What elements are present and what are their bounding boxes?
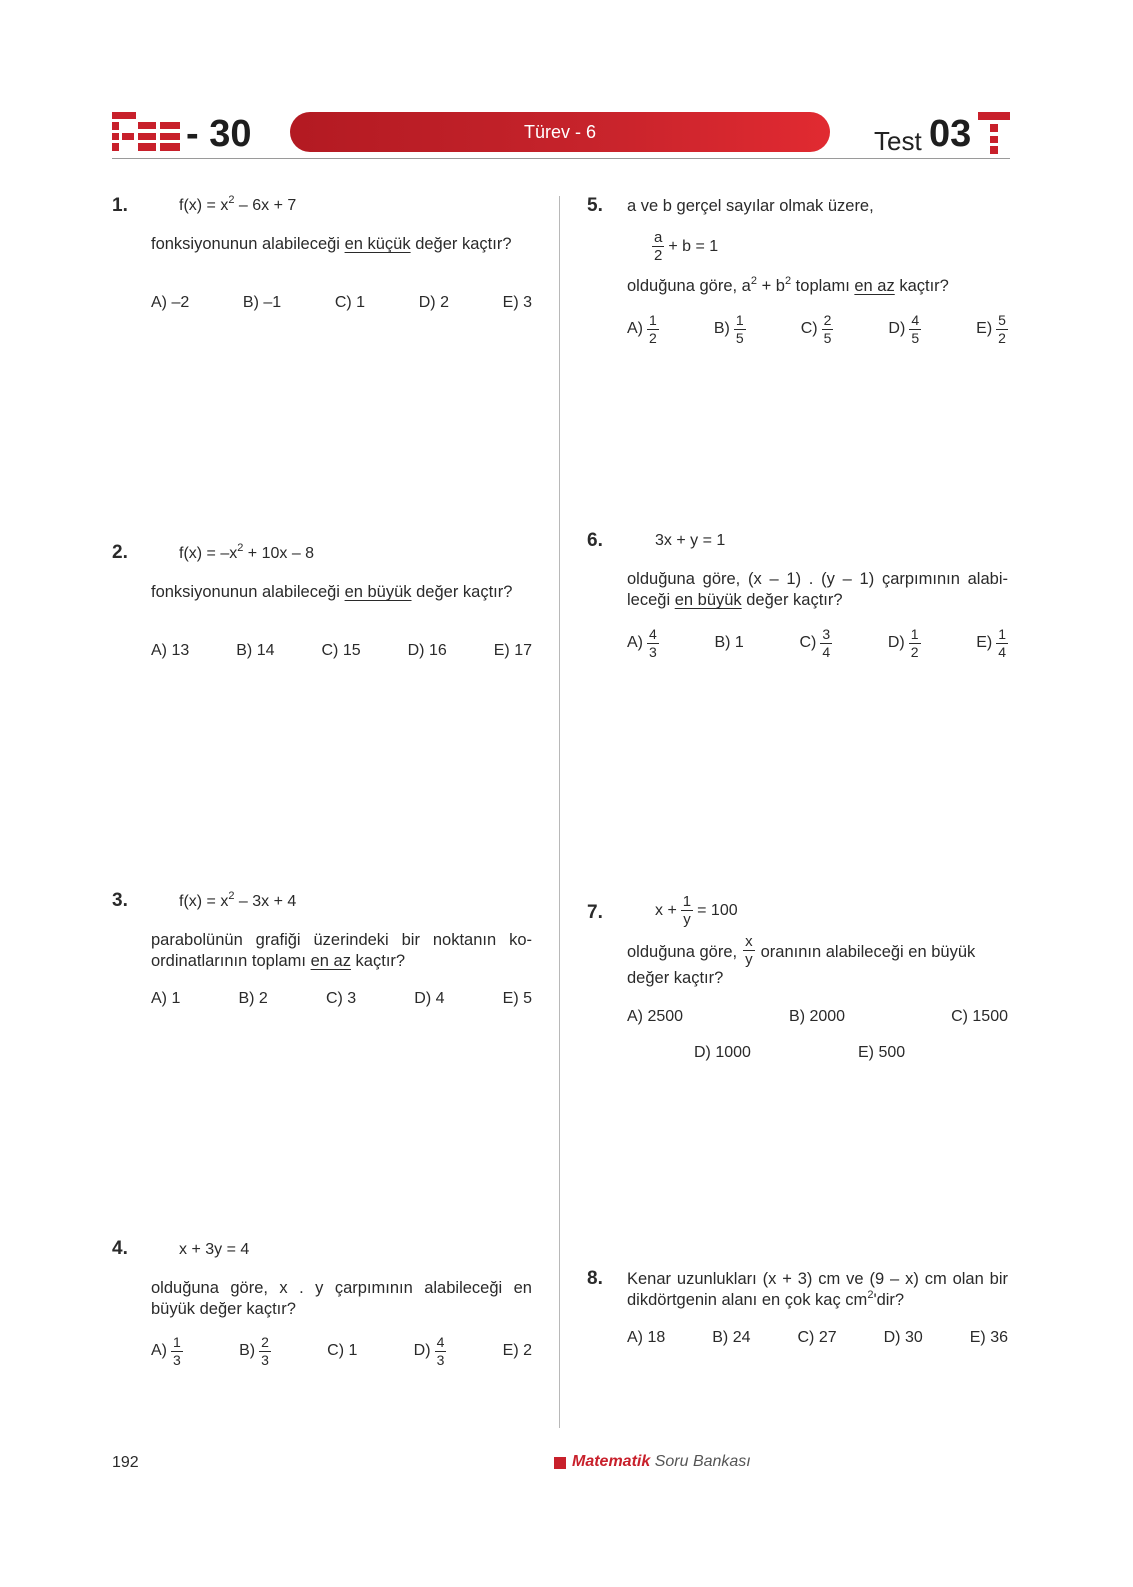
- question-1-option-a[interactable]: A) –2: [151, 294, 190, 311]
- test-logo-icon: [978, 112, 1010, 154]
- question-7-option-a[interactable]: A) 2500: [627, 1008, 684, 1025]
- question-3-number: 3.: [112, 890, 128, 911]
- question-2-option-c[interactable]: C) 15: [321, 642, 361, 659]
- question-5-option-b[interactable]: B) $\frac{1}{5}$: [713, 311, 744, 346]
- question-2-formula: $f(x) = -x^2 + 10x - 8$: [179, 542, 315, 562]
- question-7-option-b[interactable]: B) 2000: [789, 1008, 846, 1025]
- faz-logo: [112, 112, 182, 152]
- question-5-formula: $\frac{a}{2}$ + b = 1: [654, 229, 719, 264]
- question-3-statement: parabolünün grafiği üzerindeki bir noktanın koordinatlarının toplamı en az kaçtır?: [151, 931, 532, 970]
- header-divider: [112, 158, 1010, 159]
- question-8-options: [627, 1327, 1008, 1349]
- footer-book-title: Matematik Soru Bankası: [572, 1453, 751, 1470]
- question-5-option-a[interactable]: A) $\frac{1}{2}$: [627, 311, 657, 346]
- question-5-option-d[interactable]: D) $\frac{4}{5}$: [888, 311, 920, 346]
- question-3-option-c[interactable]: C) 3: [325, 990, 357, 1007]
- question-2-keyword: en büyük: [344, 583, 412, 601]
- question-7-option-c[interactable]: C) 1500: [951, 1008, 1008, 1025]
- question-8-option-b[interactable]: B) 24: [712, 1329, 751, 1346]
- question-6-statement: olduğuna göre, (x – 1) . (y – 1) çarpımının alabileceği en büyük değer kaçtır?: [627, 570, 1008, 609]
- question-2-option-a[interactable]: A) 13: [151, 642, 190, 659]
- question-4-option-e[interactable]: E) 2: [502, 1342, 532, 1359]
- question-5-number: 5.: [587, 195, 603, 216]
- page-number: 192: [112, 1454, 139, 1471]
- question-3-option-e[interactable]: E) 5: [502, 990, 532, 1007]
- question-4-option-b[interactable]: B) $\frac{2}{3}$: [239, 1333, 269, 1368]
- question-6-option-b[interactable]: B) 1: [714, 634, 744, 651]
- question-5-options: [627, 308, 1008, 350]
- question-4-options: [151, 1330, 532, 1372]
- question-5-intro: a ve b gerçel sayılar olmak üzere,: [627, 197, 874, 215]
- question-7-number: 7.: [587, 902, 603, 923]
- question-2-statement: fonksiyonunun alabileceği en büyük değer kaçtır?: [151, 583, 513, 601]
- question-1-option-b[interactable]: B) –1: [242, 294, 282, 311]
- question-4-option-d[interactable]: D) $\frac{4}{3}$: [413, 1333, 445, 1368]
- question-4-number: 4.: [112, 1238, 128, 1259]
- question-5-option-c[interactable]: C) $\frac{2}{5}$: [800, 311, 832, 346]
- question-5-option-e[interactable]: E) $\frac{5}{2}$: [976, 311, 1006, 346]
- question-8-option-a[interactable]: A) 18: [627, 1329, 666, 1346]
- question-6-option-e[interactable]: E) $\frac{1}{4}$: [976, 625, 1006, 660]
- question-6-option-c[interactable]: C) $\frac{3}{4}$: [799, 625, 831, 660]
- question-6-number: 6.: [587, 530, 603, 551]
- question-5-keyword: en az: [854, 277, 895, 295]
- question-1-number: 1.: [112, 195, 128, 216]
- question-2-option-b[interactable]: B) 14: [236, 642, 275, 659]
- question-1-option-c[interactable]: C) 1: [334, 294, 366, 311]
- question-8-number: 8.: [587, 1268, 603, 1289]
- question-2-option-d[interactable]: D) 16: [407, 642, 447, 659]
- question-6-option-a[interactable]: A) $\frac{4}{3}$: [627, 625, 657, 660]
- question-4-option-c[interactable]: C) 1: [327, 1342, 358, 1359]
- question-2-number: 2.: [112, 542, 128, 563]
- footer-square-icon: [554, 1457, 566, 1469]
- question-1-option-d[interactable]: D) 2: [418, 294, 449, 311]
- question-7-options-row-1: [627, 1006, 1008, 1028]
- question-2-option-e[interactable]: E) 17: [493, 642, 532, 659]
- question-6-option-d[interactable]: D) $\frac{1}{2}$: [887, 625, 919, 660]
- question-1-formula: $f(x) = x^2 - 6x + 7$: [179, 194, 297, 214]
- question-1-options: [151, 292, 532, 314]
- question-8-option-c[interactable]: C) 27: [797, 1329, 837, 1346]
- question-5-statement: olduğuna göre, $a^2 + b^2$ toplamı en az kaçtır?: [627, 275, 949, 295]
- question-6-formula: 3x + y = 1: [655, 532, 726, 549]
- topic-banner: Türev - 6: [290, 112, 830, 152]
- question-3-option-a[interactable]: A) 1: [151, 990, 181, 1007]
- question-4-option-a[interactable]: A) $\frac{1}{3}$: [151, 1333, 181, 1368]
- question-7-option-d[interactable]: D) 1000: [694, 1044, 751, 1061]
- question-8-option-e[interactable]: E) 36: [969, 1329, 1008, 1346]
- question-6-keyword: en büyük: [674, 591, 742, 609]
- question-8-statement: Kenar uzunlukları (x + 3) cm ve (9 – x) cm olan bir dikdörtgenin alanı en çok kaç $cm^2'dir$?: [627, 1270, 1008, 1309]
- question-7-option-e[interactable]: E) 500: [858, 1044, 906, 1061]
- question-4-formula: x + 3y = 4: [179, 1241, 250, 1258]
- question-1-option-e[interactable]: E) 3: [502, 294, 532, 311]
- question-4-statement: olduğuna göre, x . y çarpımının alabileceği en büyük değer kaçtır?: [151, 1279, 532, 1318]
- question-1-keyword: en küçük: [344, 235, 411, 253]
- question-3-keyword: en az: [310, 952, 351, 970]
- question-7-formula: x + $\frac{1}{y}$ = 100: [655, 893, 738, 928]
- question-1-statement: fonksiyonunun alabileceği en küçük değer kaçtır?: [151, 235, 512, 253]
- question-6-options: [627, 622, 1008, 664]
- question-8-option-d[interactable]: D) 30: [883, 1329, 923, 1346]
- test-label: Test: [874, 126, 922, 156]
- question-2-options: [151, 640, 532, 662]
- question-3-option-d[interactable]: D) 4: [414, 990, 445, 1007]
- test-number: 03: [929, 113, 972, 155]
- question-3-formula: $f(x) = x^2 - 3x + 4$: [179, 890, 297, 910]
- question-7-statement: olduğuna göre, $\frac{x}{y}$ oranının alabileceği en büyük değer kaçtır?: [627, 933, 976, 987]
- question-3-options: [151, 988, 532, 1010]
- question-3-option-b[interactable]: B) 2: [238, 990, 268, 1007]
- brand-number: - 30: [186, 113, 252, 155]
- column-divider: [559, 196, 560, 1428]
